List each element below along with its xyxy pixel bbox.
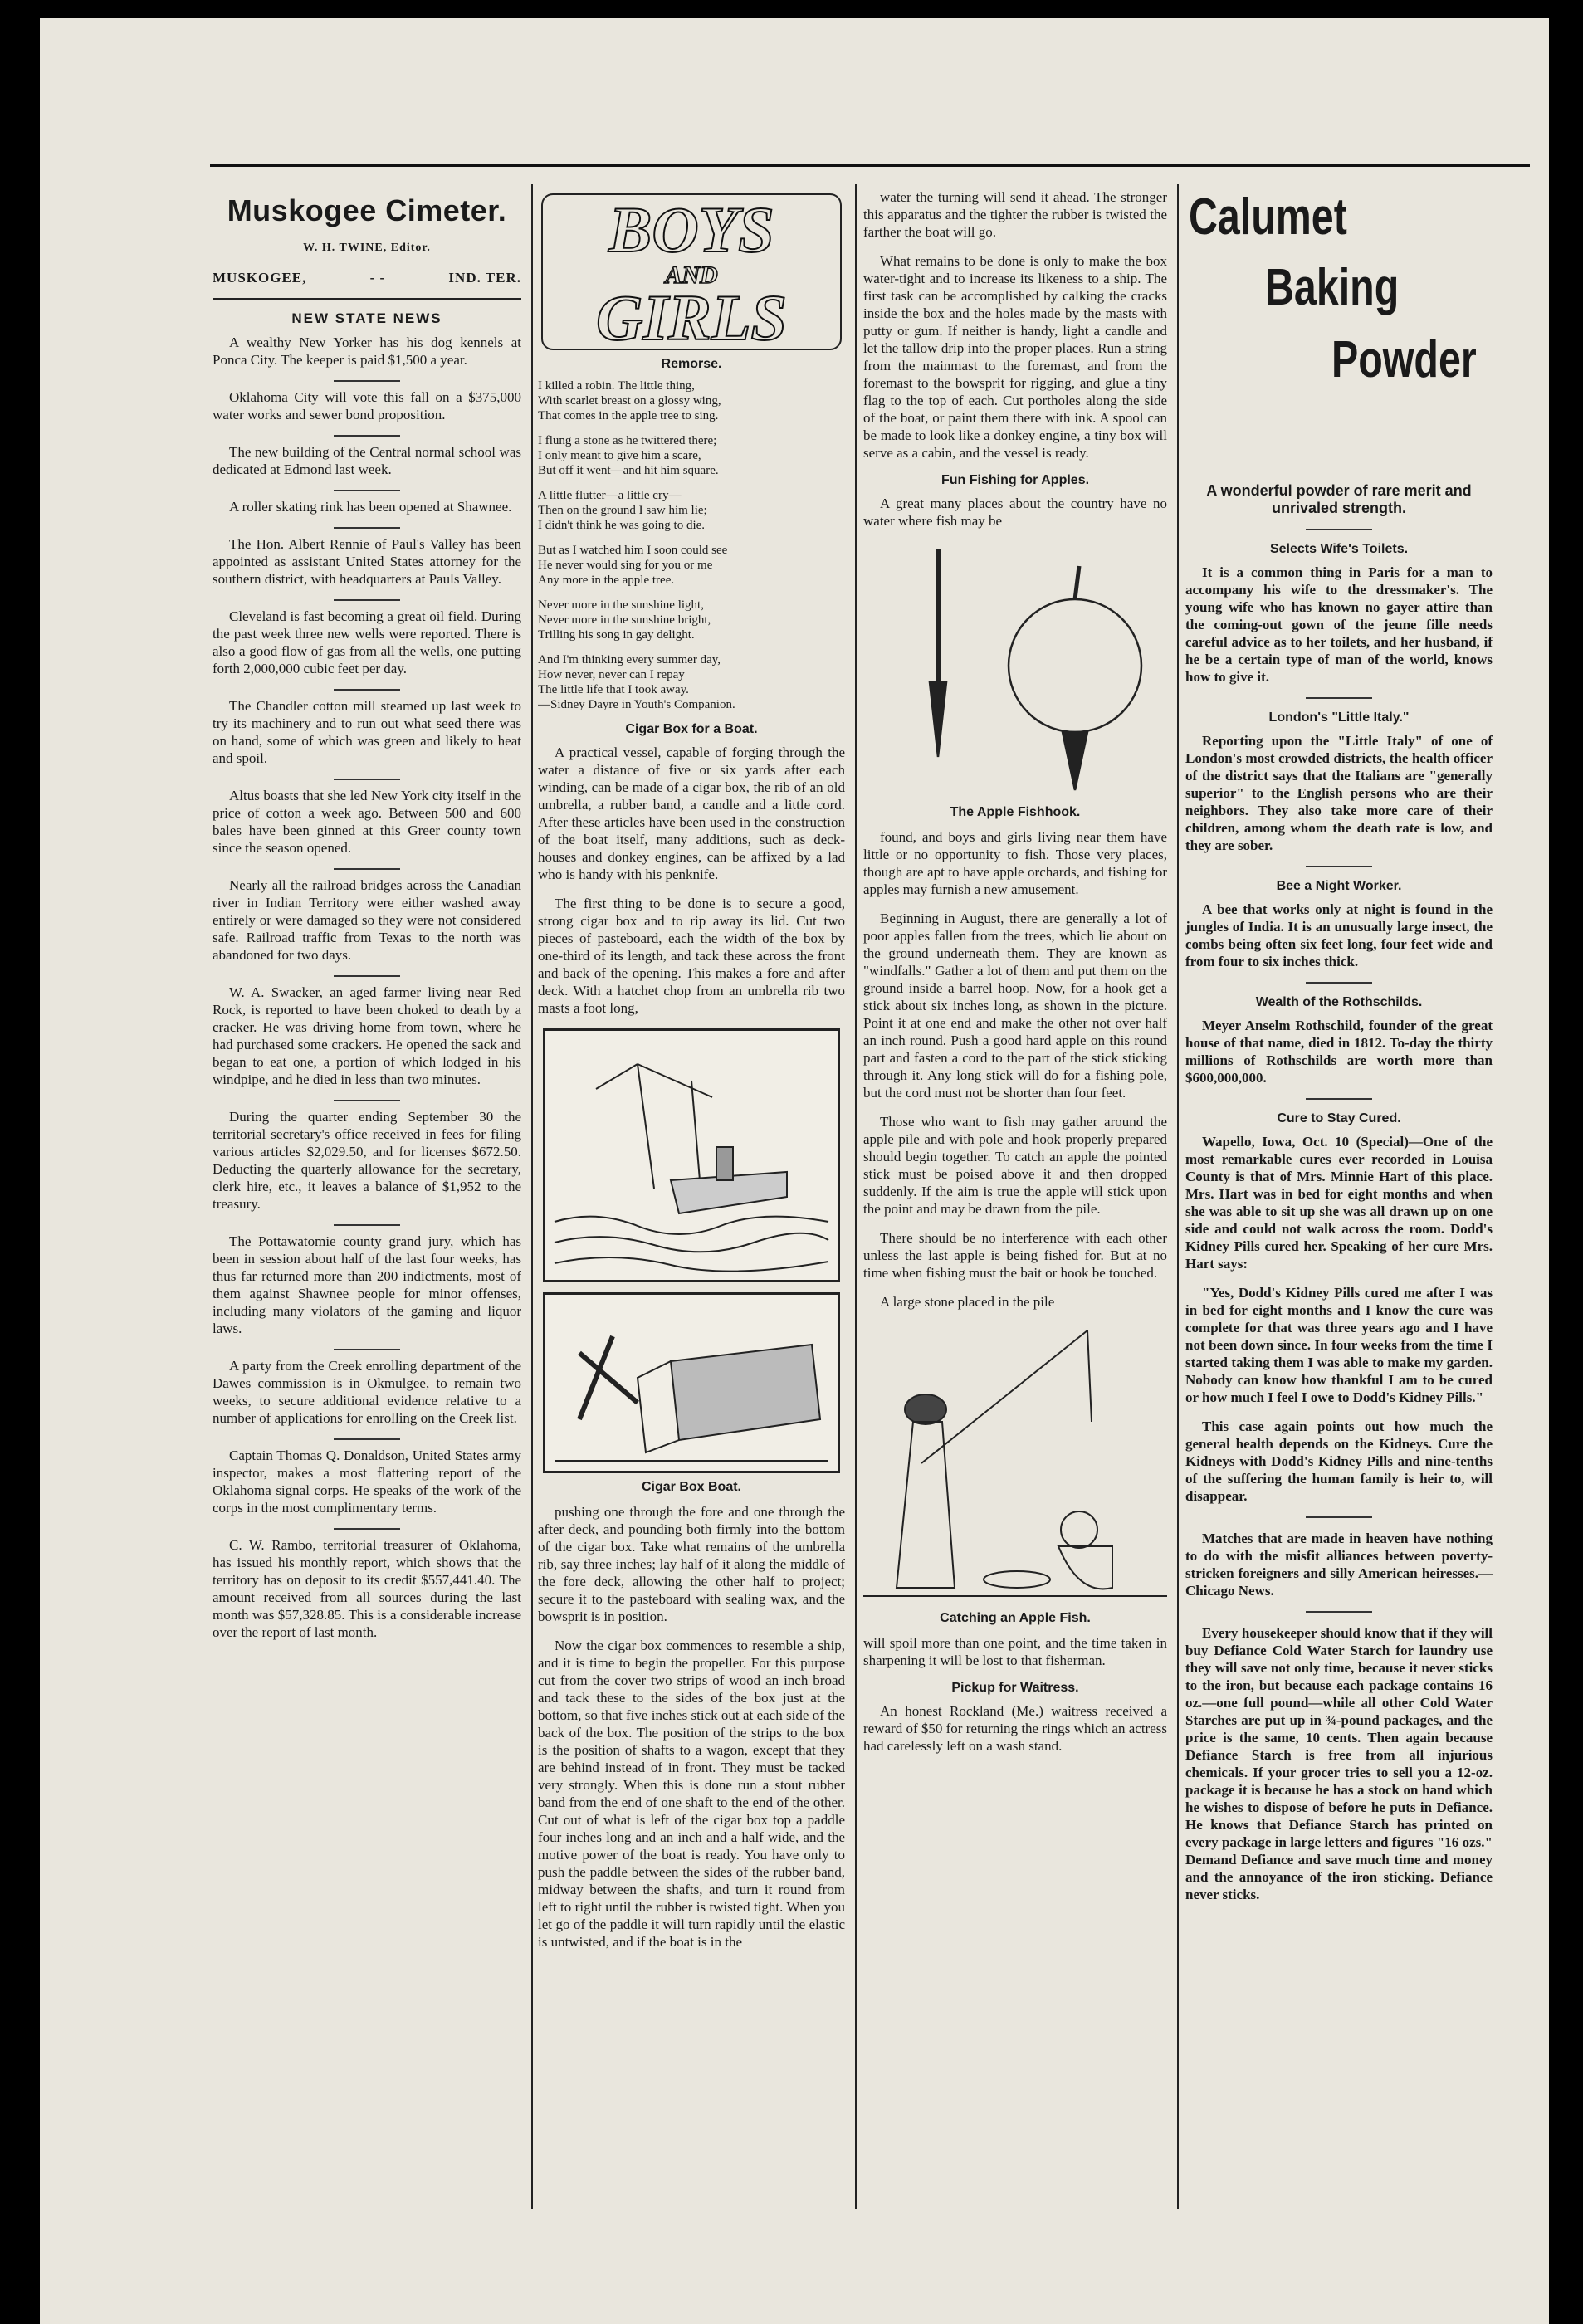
news-item: Altus boasts that she led New York city itself in the price of cotton a week ago. Between 500 and 600 bales have been ginned at this Greer county town since the season opened. [213,788,521,856]
banner-word-girls: GIRLS [596,281,787,354]
news-item: A wealthy New Yorker has his dog kennels at Ponca City. The keeper is paid $1,500 a year. [213,334,521,368]
item-text: It is a common thing in Paris for a man to accompany his wife to the dressmaker's. The young wife who has known no gayer attire than the coming-out gown of the jeune fille needs careful advice as to her toilets, and her husband, if he be a certain type of man of the world, knows how to give it. [1185,564,1493,685]
paragraph: Those who want to fish may gather around the apple pile and with pole and hook properly prepared should begin together. To catch an apple the pointed stick must be poised above it and then dropped suddenly. If the aim is true the apple will stick upon the point and may be drawn from the pile. [863,1114,1167,1217]
poem-line: I flung a stone as he twittered there; [538,434,717,447]
divider [334,975,400,977]
poem-stanza [538,543,845,588]
poem-line: I only meant to give him a scare, [538,449,701,462]
news-items [213,334,521,1641]
column-rule [855,184,857,2209]
divider [1306,697,1372,699]
poem-line: Never more in the sunshine light, [538,598,704,612]
calumet-advertisement [1185,188,1493,462]
dateline [213,270,521,300]
paragraph: pushing one through the fore and one through the after deck, and pounding both firmly into the bottom of the cigar box. Take what remains of the umbrella rib, say three inches; lay half of it along the middle of the fore deck, allowing the other half to project; secure it to the pasteboard with sealing wax, and the bowsprit is in position. [538,1504,845,1624]
poem-line: I killed a robin. The little thing, [538,379,695,393]
article-title: Pickup for Waitress. [951,1681,1079,1695]
article-title: Cigar Box for a Boat. [625,722,758,736]
paragraph: There should be no interference with each other unless the last apple is being fished for. But at no time when fishing must the bait or hook be touched. [863,1230,1167,1281]
divider [1306,982,1372,984]
item-title: London's "Little Italy." [1268,710,1410,725]
poem-line: The little life that I took away. [538,683,689,696]
short-items [1185,542,1493,1100]
paragraph: What remains to be done is only to make the box water-tight and to increase its likeness to a ship. The first task can be accomplished by calking the cracks inside the box and the holes made by the masts with putty or gum. If neither is handy, light a candle and let the tallow drip into the proper places. Run a string from the mainmast to the foremast, and from the foremast to the bowsprit for rigging, and glue a tiny flag to the top of each. Cut portholes along the side of the boat, or paint them there with ink. A spool can be made to look like a donkey engine, a tiny box will serve as a cabin, and the vessel is ready. [863,253,1167,461]
poem-line: With scarlet breast on a glossy wing, [538,394,721,408]
cigar-box-drawing [545,1295,838,1471]
item-text: A bee that works only at night is found in the jungles of India. It is an unusually large insect, the combs being often six feet long, four feet wide and from four to six inches thick. [1185,901,1493,969]
ad-tagline: A wonderful powder of rare merit and unrivaled strength. [1206,482,1472,516]
divider [1306,1516,1372,1518]
divider [1306,529,1372,530]
divider [334,1438,400,1440]
catching-apple-fish-illustration [863,1322,1167,1604]
divider [334,868,400,870]
column-4 [1185,188,1493,2205]
article-text: will spoil more than one point, and the time taken in sharpening it will be lost to that fisherman. [863,1635,1167,1668]
column-2 [538,188,845,2205]
poem-line: But as I watched him I soon could see [538,544,728,557]
header-rule [210,164,1530,167]
paragraph: "Yes, Dodd's Kidney Pills cured me after I was in bed for eight months and I know the cure was complete for that was three years ago and I have not been down since. In four weeks from the time I started taking them I was able to make my garden. Nobody can know how thankful I am to be cured or how much I feel I owe to Dodd's Kidney Pills." [1185,1285,1493,1405]
news-item: The new building of the Central normal school was dedicated at Edmond last week. [213,444,521,477]
article-text [538,744,845,1017]
figure-caption: Catching an Apple Fish. [940,1611,1091,1625]
item-title: Wealth of the Rothschilds. [1255,995,1423,1009]
dateline-dashes: - - [369,270,386,286]
divider [334,1100,400,1101]
masthead-editor: W. H. TWINE, Editor. [303,242,431,254]
article-text: An honest Rockland (Me.) waitress received a reward of $50 for returning the rings which an actress had carelessly left on a wash stand. [863,1703,1167,1754]
ad-line-2: Baking [1265,259,1400,316]
column-1 [213,188,521,2205]
paragraph: Wapello, Iowa, Oct. 10 (Special)—One of the most remarkable cures ever recorded in Louisa County is that of Mrs. Minnie Hart of this place. Mrs. Hart was in bed for eight months and when she was able to sit up she was all drawn up on one side and could not walk across the room. Dodd's Kidney Pills cured her. Speaking of her cure Mrs. Hart says: [1185,1134,1493,1272]
cure-article [1185,1133,1493,1505]
divider [334,1349,400,1350]
news-item: C. W. Rambo, territorial treasurer of Oklahoma, has issued his monthly report, which shows that the territory has on deposit to its credit $557,441.40. The amount received from all sources during the last month was $57,328.85. This is a considerable increase over the report of last month. [213,1537,521,1640]
news-item: Captain Thomas Q. Donaldson, United States army inspector, makes a most flattering report of the Oklahoma signal corps. He speaks of the work of the corps in the most complimentary terms. [213,1448,521,1516]
paragraph: found, and boys and girls living near them have little or no opportunity to fish. Those very places, though are apt to have apple orchards, and fishing for apples may furnish a new amusement. [863,829,1167,897]
paragraph: Now the cigar box commences to resemble a ship, and it is time to begin the propeller. For this purpose cut from the cover two strips of wood an inch broad and tack these to the sides of the box just at the bottom, so that five inches stick out at each side of the back of the box. The position of the strips to the box is the position of shafts to a wagon, except that they are behind instead of in front. They must be tacked very strongly. When this is done run a stout rubber band from the end of one shaft to the end of the other. Cut out of what is left of the cigar box top a paddle four inches long and an inch and a half wide, and the motive power of the boat is ready. You have only to push the paddle between the sides of the rubber band, midway between the shafts, and turn it round from left to right until the rubber is twisted tight. When you let go of the paddle it will turn rapidly until the elastic is untwisted, and if the boat is in the [538,1638,845,1950]
news-item: The Pottawatomie county grand jury, which has been in session about half of the last four weeks, has thus far returned more than 200 indictments, most of them against Shawnee people for minor offenses, including many violators of the gaming and liquor laws. [213,1233,521,1336]
poem-line: I didn't think he was going to die. [538,519,706,532]
divider [334,435,400,437]
news-item: During the quarter ending September 30 the territorial secretary's office received in fees for filing various articles $2,029.50, and for licenses $672.50. Deducting the quarterly allowance for the secretary, clerk hire, etc., it leaves a balance of $1,952 to the treasury. [213,1109,521,1212]
poem-line: That comes in the apple tree to sing. [538,409,719,422]
poem-line: But off it went—and hit him square. [538,464,719,477]
item-title: Selects Wife's Toilets. [1269,542,1409,556]
article-title: Fun Fishing for Apples. [941,473,1090,487]
poem-line: A little flutter—a little cry— [538,489,682,502]
divider [334,527,400,529]
paragraph: A practical vessel, capable of forging through the water a distance of five or six yards after each winding, can be made of a cigar box, the rib of an old umbrella, a rubber band, a candle and a little cord. After these articles have been used in the construction of the boat itself, many additions, such as deck-houses and donkey engines, can be affixed by a lad who is handy with his penknife. [538,745,845,882]
paragraph: Beginning in August, there are generally a lot of poor apples fallen from the trees, which lie about on the ground underneath them. They are known as "windfalls." Gather a lot of them and put them on the ground inside a barrel hoop. Now, for a hook get a stick about six inches long, as shown in the picture. Point it at one end and make the other not over half an inch round. Push a good hard apple on this round part and fasten a cord to the part of the stick sticking through it. Any long stick will do for a fishing pole, but the cord must not be shorter than four feet. [863,911,1167,1101]
divider [334,779,400,780]
poem-stanza [538,652,845,712]
ad-line-1: Calumet [1189,188,1347,246]
poem-line: Trilling his song in gay delight. [538,628,695,642]
column-3 [863,188,1167,2205]
column-rule [531,184,533,2209]
news-item: The Chandler cotton mill steamed up last week to try its machinery and to run out what seed there was on hand, some of which was green and likely to heat and spoil. [213,698,521,766]
news-item: Nearly all the railroad bridges across the Canadian river in Indian Territory were either washed away entirely or were damaged so they were not considered safe. Railroad traffic from Texas to the north was abandoned for two days. [213,877,521,963]
apple-fishhook-drawing [863,541,1167,798]
divider [1306,866,1372,867]
poem-stanza [538,488,845,533]
newspaper-page [40,18,1549,2324]
poem-stanza [538,433,845,478]
article-text [863,828,1167,1311]
poem-line: —Sidney Dayre in Youth's Companion. [538,698,735,711]
paragraph: A large stone placed in the pile [880,1294,1055,1310]
dateline-city: MUSKOGEE, [213,270,307,286]
item-title: Bee a Night Worker. [1276,879,1402,893]
figure-caption: Cigar Box Boat. [641,1480,741,1494]
divider [1306,1098,1372,1100]
banner-word-boys: BOYS [608,193,774,266]
divider [334,380,400,382]
article-text-continued [538,1503,845,1950]
news-item: W. A. Swacker, an aged farmer living near Red Rock, is reported to have been choked to death by a cracker. He was driving home from town, where he had purchased some crackers. He opened the sack and began to eat one, a portion of which lodged in his windpipe, and he died in less than two minutes. [213,984,521,1087]
poem-title: Remorse. [661,357,722,371]
article-title: Cure to Stay Cured. [1277,1111,1401,1125]
ad-line-3: Powder [1331,331,1477,388]
dateline-territory: IND. TER. [448,270,521,286]
boys-and-girls-banner [541,193,842,354]
news-item: Cleveland is fast becoming a great oil field. During the past week three new wells were reported. There is also a good flow of gas from all the wells, one putting forth 2,000,000 cubic feet per day. [213,608,521,676]
divider [334,1224,400,1226]
news-item: The Hon. Albert Rennie of Paul's Valley has been appointed as assistant United States attorney for the southern district, with headquarters at Pauls Valley. [213,536,521,587]
article-text-continued [863,188,1167,461]
divider [334,599,400,601]
apple-fishhook-illustration [863,541,1167,798]
news-item: A roller skating rink has been opened at Shawnee. [229,499,512,515]
banner-word-and: AND [665,261,718,289]
divider [334,689,400,691]
cigar-box-illustration [543,1292,840,1473]
divider [334,490,400,491]
poem-stanza [538,598,845,642]
paragraph: The first thing to be done is to secure a good, strong cigar box and to rip away its lid. Cut two pieces of pasteboard, each the width of the box by one-third of its length, and tack these across the front and back of the opening. This makes a fore and after deck. With a hatchet chop from an umbrella rib two masts a foot long, [538,896,845,1016]
paragraph: This case again points out how much the general health depends on the Kidneys. Cure the Kidneys with Dodd's Kidney Pills and nine-tenths of the suffering the human family is heir to, will disappear. [1185,1418,1493,1504]
divider [1306,1611,1372,1613]
poem-line: How never, never can I repay [538,668,685,681]
poem-stanza [538,378,845,423]
paragraph: water the turning will send it ahead. The stronger this apparatus and the tighter the rubber is twisted the farther the boat will go. [863,189,1167,240]
matches-item: Matches that are made in heaven have nothing to do with the misfit alliances between poverty-stricken foreigners and silly American heiresses.—Chicago News. [1185,1531,1493,1599]
poem-line: Any more in the apple tree. [538,574,675,587]
article-intro: A great many places about the country have no water where fish may be [863,496,1167,529]
poem-line: Then on the ground I saw him lie; [538,504,707,517]
children-fishing-drawing [863,1322,1167,1604]
starch-item: Every housekeeper should know that if they will buy Defiance Cold Water Starch for laundry use they will save not only time, because it never sticks to the iron, but because each package contains 16 oz.—one full pound—while all other Cold Water Starches are put up in ¾-pound packages, and the price is the same, 10 cents. Then again because Defiance Starch is free from all injurious chemicals. If your grocer tries to sell you a 12-oz. package it is because he has a stock on hand which he wishes to dispose of before he puts in Defiance. He knows that Defiance Starch has printed on every package in large letters and figures "16 ozs." Demand Defiance and save much time and money and the annoyance of the iron sticking. Defiance never sticks. [1185,1625,1493,1902]
poem-line: He never would sing for you or me [538,559,713,572]
figure-caption: The Apple Fishhook. [950,805,1081,819]
masthead-title: Muskogee Cimeter. [227,193,507,227]
poem-line: Never more in the sunshine bright, [538,613,711,627]
news-item: Oklahoma City will vote this fall on a $375,000 water works and sewer bond proposition. [213,389,521,422]
divider [334,1528,400,1530]
poem-line: And I'm thinking every summer day, [538,653,721,666]
boat-illustration [543,1028,840,1282]
news-item: A party from the Creek enrolling department of the Dawes commission is in Okmulgee, to remain two weeks, to secure additional evidence relative to a number of applications for enrolling on the Creek list. [213,1358,521,1426]
poem-body [538,378,845,712]
sailboat-drawing [545,1031,838,1280]
column-rule [1177,184,1179,2209]
section-heading: NEW STATE NEWS [291,310,442,326]
item-text: Reporting upon the "Little Italy" of one of London's most crowded districts, the health officer of the district says that the Italians are "generally superior" to the English persons who are their neighbors. They also take more care of their children, among whom the death rate is low, and they are sober. [1185,733,1493,853]
item-text: Meyer Anselm Rothschild, founder of the great house of that name, died in 1812. To-day the thirty millions of Rothschilds are worth more than $600,000,000. [1185,1018,1493,1086]
